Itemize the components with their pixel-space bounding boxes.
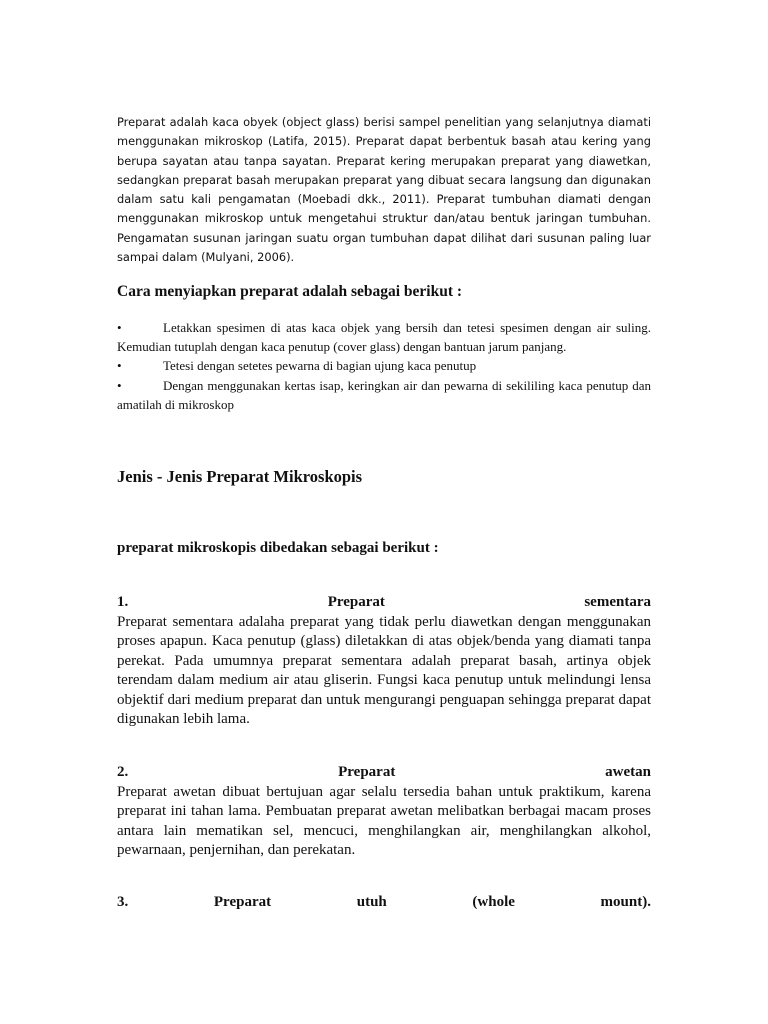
item-number: 2. xyxy=(117,764,129,780)
item-heading-word: Preparat xyxy=(327,594,385,610)
list-item xyxy=(117,318,651,356)
bullet-icon: • xyxy=(117,358,122,374)
intro-paragraph: Preparat adalah kaca obyek (object glass) berisi sampel penelitian yang selanjutnya diamati menggunakan mikroskop (Latifa, 2015). Preparat dapat berbentuk basah atau kering yang berupa sayatan atau tanpa sayatan. Preparat kering merupakan preparat yang diawetkan, sedangkan preparat basah merupakan preparat yang dibuat secara langsung dan digunakan dalam satu kali pengamatan (Moebadi dkk., 2011). Preparat tumbuhan diamati dengan menggunakan mikroskop untuk mengetahui struktur dan/atau bentuk jaringan tumbuhan. Pengamatan susunan jaringan suatu organ tumbuhan dapat dilihat dari susunan paling luar sampai dalam (Mulyani, 2006). xyxy=(117,115,651,265)
preparat-distinction-heading: preparat mikroskopis dibedakan sebagai berikut : xyxy=(117,540,439,556)
item-heading-word: utuh xyxy=(356,894,387,910)
list-item-text: Tetesi dengan setetes pewarna di bagian ujung kaca penutup xyxy=(163,358,477,374)
preparat-types-heading: Jenis - Jenis Preparat Mikroskopis xyxy=(117,467,363,486)
item-heading xyxy=(117,593,651,613)
bullet-icon: • xyxy=(117,377,122,393)
item-heading xyxy=(117,893,651,913)
item-heading-word: Preparat xyxy=(338,764,396,780)
item-heading-word: sementara xyxy=(584,594,651,610)
item-heading-word: Preparat xyxy=(213,894,272,910)
item-heading-word: mount). xyxy=(600,894,651,910)
item-description: Preparat awetan dibuat bertujuan agar selalu tersedia bahan untuk praktikum, karena preparat ini tahan lama. Pembuatan preparat awetan melibatkan berbagai macam proses antara lain mematikan sel, mencuci, menghilangkan air, menghilangkan alkohol, pewarnaan, penjernihan, dan perekatan. xyxy=(117,783,651,858)
bullet-icon: • xyxy=(117,320,122,335)
item-heading-word: awetan xyxy=(605,764,651,780)
list-item-text: Letakkan spesimen di atas kaca objek yang bersih dan tetesi spesimen dengan air suling. Kemudian tutuplah dengan kaca penutup (cover glass) dengan bantuan jarum panjang. xyxy=(117,320,651,355)
item-heading-word: (whole xyxy=(472,894,515,910)
item-heading xyxy=(117,763,651,783)
item-number: 3. xyxy=(117,894,129,910)
preparat-item-utuh xyxy=(117,893,651,913)
preparat-item-awetan xyxy=(117,763,651,861)
list-item-text: Dengan menggunakan kertas isap, keringkan air dan pewarna di sekililing kaca penutup dan amatilah di mikroskop xyxy=(117,377,651,412)
item-number: 1. xyxy=(117,594,129,610)
preparat-item-sementara xyxy=(117,593,651,730)
item-description: Preparat sementara adalaha preparat yang tidak perlu diawetkan dengan menggunakan proses apapun. Kaca penutup (glass) diletakkan di atas objek/benda yang diamati tanpa perekat. Pada umumnya preparat sementara adalah preparat basah, artinya objek terendam dalam medium air atau gliserin. Fungsi kaca penutup untuk melindungi lensa objektif dari medium preparat dan untuk mengurangi penguapan sehingga preparat dapat digunakan lebih lama. xyxy=(117,613,651,727)
list-item xyxy=(117,356,651,375)
list-item xyxy=(117,376,651,414)
preparation-steps-heading: Cara menyiapkan preparat adalah sebagai berikut : xyxy=(117,283,463,300)
preparation-steps-list xyxy=(117,318,651,414)
